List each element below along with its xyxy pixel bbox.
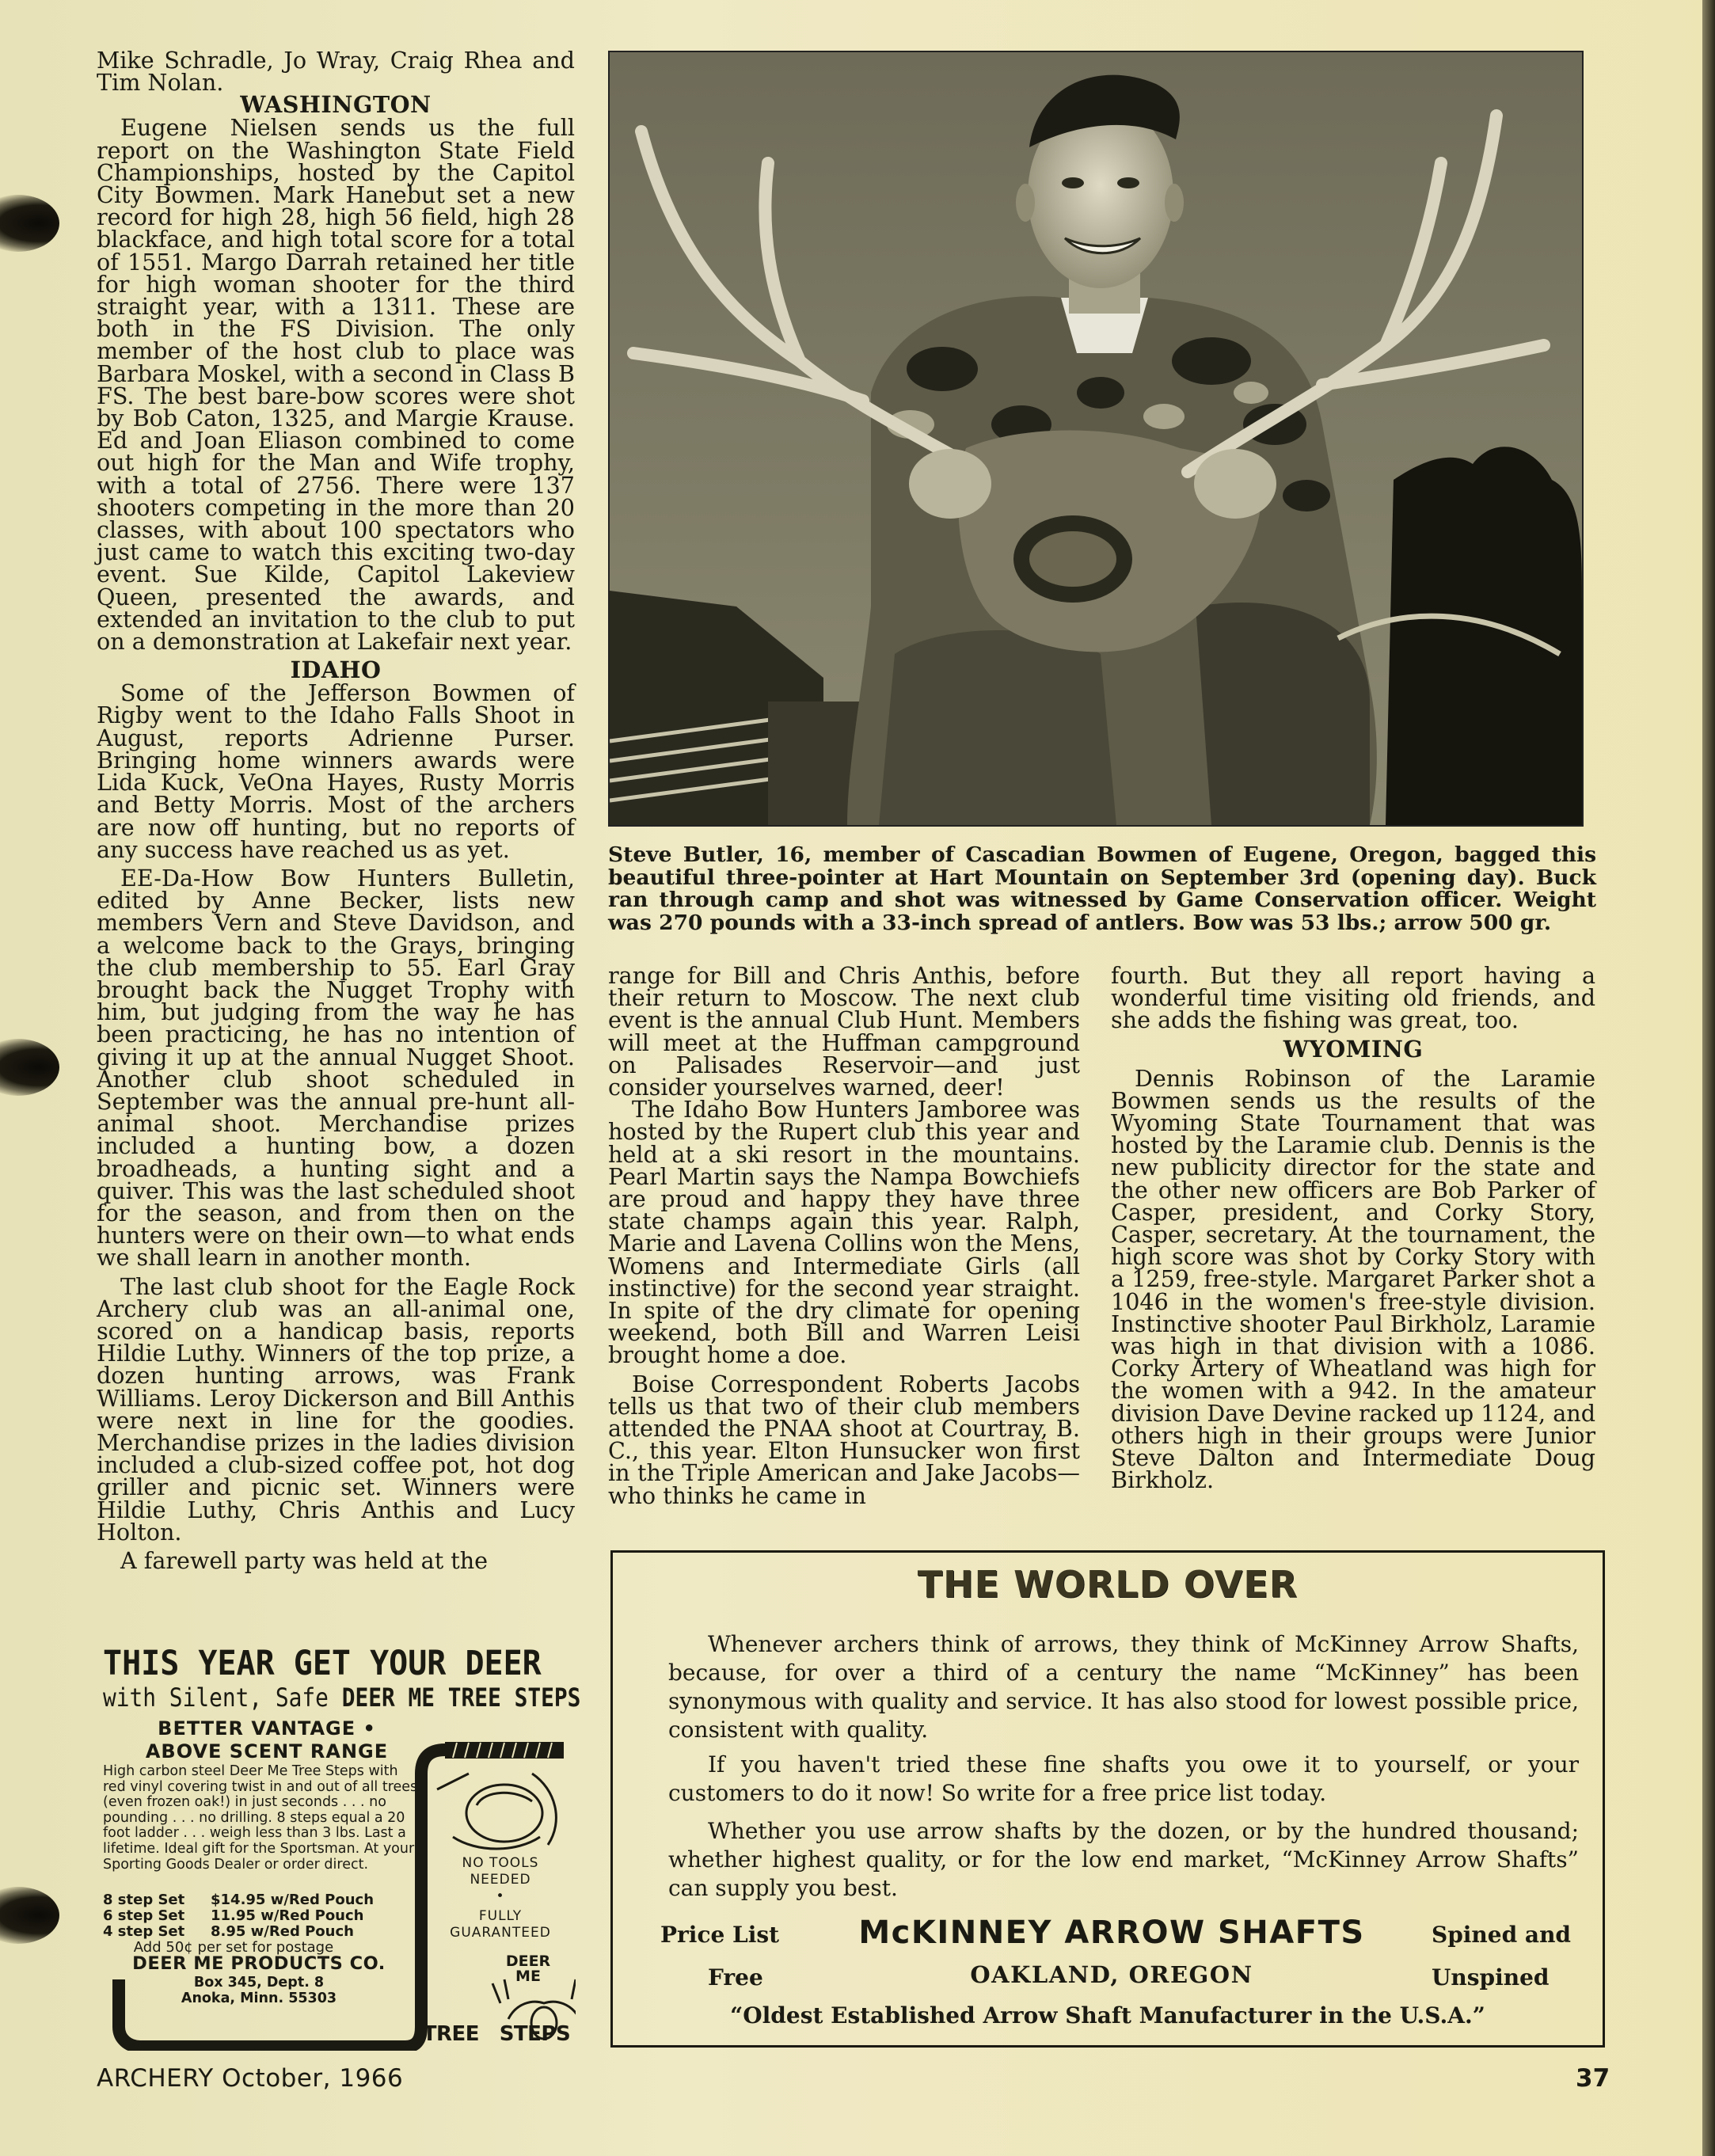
price-row — [103, 1924, 420, 1940]
idaho-paragraph-4: A farewell party was held at the — [120, 1547, 489, 1574]
idaho-heading: IDAHO — [290, 656, 382, 684]
logo-deer-text: DEER — [505, 1953, 551, 1970]
price-value: 11.95 w/Red Pouch — [211, 1907, 364, 1924]
price-value: $14.95 w/Red Pouch — [211, 1892, 375, 1908]
price-set: 4 step Set — [103, 1923, 185, 1940]
guaranteed-line1: FULLY — [478, 1908, 523, 1924]
mckinney-ad-unspined: Unspined — [1432, 1964, 1550, 1991]
wyoming-paragraph: Dennis Robinson of the Laramie Bowmen sends us the results of the Wyoming State Tournament that was hosted by the Laramie club. Dennis is the new publicity director for the state and the other new officers are Bob Parker of Casper, president, and Corky Story, Casper, secretary. At the tournament, the high score was shot by Corky Story with a 1259, free-style. Margaret Parker shot a 1046 in the women's free-style division. Instinctive shooter Paul Birkholz, Laramie was high in that division with a 1086. Corky Artery of Wheatland was high for the women with a 942. In the amateur division Dave Devine racked up 1124, and others high in their groups were Junior Steve Dalton and Intermediate Doug Birkholz. — [1111, 1064, 1595, 1494]
deer-ad-description: High carbon steel Deer Me Tree Steps with red vinyl covering twist in and out of all trees (even frozen oak!) in just seconds . . . no pounding . . . no drilling. 8 steps equal a 20 foot ladder . . . weigh less than 3 lbs. Last a lifetime. Ideal gift for the Sportsman. At your Sporting Goods Dealer or order direct. — [103, 1763, 418, 1873]
deer-ad-sub-product: DEER ME TREE STEPS — [341, 1683, 581, 1713]
idaho-paragraph-2: EE-Da-How Bow Hunters Bulletin, edited by Anne Becker, lists new members Vern and Steve Davidson, and a welcome back to the Grays, bringing the club membership to 55. Earl Gray brought back the Nugget Trophy with him, but judging from the way he has been practicing, he has no intention of giving it up at the annual Nugget Shoot. Another club shoot scheduled in September was the annual pre-hunt all-animal shoot. Merchandise prizes included a hunting bow, a dozen broadheads, a hunting sight and a quiver. This was the last scheduled shoot for the season, and from then on the hunters were on their own—to what ends we shall learn in another month. — [97, 864, 575, 1272]
price-row — [103, 1892, 420, 1908]
left-column — [97, 49, 575, 1572]
mckinney-ad-free: Free — [708, 1964, 763, 1991]
middle-paragraph-1: range for Bill and Chris Anthis, before their return to Moscow. The next club event is the annual Club Hunt. Members will meet at the Huffman campground on Palisades Reservoir—and just consider yourselves warned, deer! — [608, 962, 1080, 1101]
publication-footer: ARCHERY October, 1966 — [97, 2064, 404, 2093]
mckinney-ad-title: THE WORLD OVER — [917, 1563, 1299, 1606]
mckinney-ad-paragraph-2: If you haven't tried these fine shafts you owe it to yourself, or your customers to do it now! So write for a free price list today. — [668, 1751, 1579, 1806]
middle-column — [608, 964, 1080, 1507]
middle-paragraph-3: Boise Correspondent Roberts Jacobs tells us that two of their club members attended the PNAA shoot at Courtray, B. C., this year. Elton Hunsucker won first in the Triple American and Jake Jacobs—who thinks he came in — [608, 1370, 1080, 1509]
deer-ad-address-line1: Box 345, Dept. 8 — [193, 1975, 325, 1991]
mckinney-ad-paragraph-3: Whether you use arrow shafts by the dozen, or by the hundred thousand; whether highest quality, or for the low end market, “McKinney Arrow Shafts” can supply you best. — [668, 1818, 1579, 1901]
page-number: 37 — [1576, 2064, 1610, 2093]
deer-ad-vantage-line2: ABOVE SCENT RANGE — [145, 1740, 389, 1762]
washington-paragraph: Eugene Nielsen sends us the full report on the Washington State Field Championships, hosted by the Capitol City Bowmen. Mark Hanebut set a new record for high 28, high 56 field, high 28 blackface, and high total score for a total of 1551. Margo Darrah retained her title for high woman shooter for the third straight year, with a 1311. These are both in the FS Division. The only member of the host club to place was Barbara Moskel, with a second in Class B FS. The best bare-bow scores were shot by Bob Caton, 1325, and Margie Krause. Ed and Joan Eliason combined to come out high for the Man and Wife trophy, with a total of 2756. There were 137 shooters competing in the more than 20 classes, with about 100 spectators who just came to watch this exciting two-day event. Sue Kilde, Capitol Lakeview Queen, presented the awards, and extended an invitation to the club to put on a demonstration at Lakefair next year. — [97, 114, 575, 656]
no-tools-line1: NO TOOLS — [462, 1855, 539, 1871]
guaranteed-line2: GUARANTEED — [450, 1925, 551, 1941]
intro-paragraph: Mike Schradle, Jo Wray, Craig Rhea and Tim Nolan. — [97, 47, 575, 97]
deer-ad-no-tools — [429, 1855, 572, 1905]
mckinney-ad-slogan: “Oldest Established Arrow Shaft Manufacturer in the U.S.A.” — [730, 2002, 1485, 2029]
deer-ad-headline: THIS YEAR GET YOUR DEER — [103, 1644, 542, 1683]
price-set: 8 step Set — [103, 1892, 185, 1908]
deer-ad-sub-prefix: with Silent, Safe — [103, 1683, 342, 1713]
logo-steps-text: STEPS — [499, 2022, 571, 2046]
wyoming-heading: WYOMING — [1283, 1035, 1424, 1063]
deer-ad-guaranteed — [429, 1908, 572, 1941]
mckinney-ad-paragraph-1: Whenever archers think of arrows, they think of McKinney Arrow Shafts, because, for over a third of a century the name “McKinney” has been synonymous with quality and service. It has also stood for lowest possible price, consistent with quality. — [668, 1631, 1579, 1743]
page-edge-shadow — [1702, 0, 1715, 2156]
deer-ad-price-list — [103, 1892, 420, 1956]
deer-ad-postage: Add 50¢ per set for postage — [133, 1939, 334, 1956]
hunter-photo-image — [610, 52, 1582, 825]
deer-ad-subheadline — [103, 1683, 581, 1713]
deer-ad-company: DEER ME PRODUCTS CO. — [132, 1953, 386, 1974]
right-paragraph-1: fourth. But they all report having a wonderful time visiting old friends, and she adds the fishing was great, too. — [1111, 962, 1595, 1034]
idaho-paragraph-3: The last club shoot for the Eagle Rock Archery club was an all-animal one, scored on a handicap basis, reports Hildie Luthy. Winners of the top prize, a dozen hunting arrows, was Frank Williams. Leroy Dickerson and Bill Anthis were next in line for the goodies. Merchandise prizes in the ladies division included a club-sized coffee pot, hot dog griller and picnic set. Winners were Hildie Luthy, Chris Anthis and Lucy Holton. — [97, 1272, 575, 1546]
mckinney-ad-price-list: Price List — [660, 1922, 780, 1948]
mckinney-ad-brand: McKINNEY ARROW SHAFTS — [858, 1915, 1365, 1951]
deer-me-logo — [492, 1954, 564, 1984]
deer-ad-vantage-line1: BETTER VANTAGE • — [158, 1717, 376, 1740]
deer-ad-address — [97, 1975, 421, 2006]
bullet: • — [496, 1888, 505, 1904]
mckinney-ad-spined: Spined and — [1432, 1922, 1572, 1948]
deer-me-tree-steps-ad — [97, 1639, 581, 2051]
mckinney-ad-city: OAKLAND, OREGON — [970, 1961, 1253, 1988]
price-value: 8.95 w/Red Pouch — [211, 1923, 354, 1940]
logo-me-text: ME — [515, 1968, 541, 1985]
middle-paragraph-2: The Idaho Bow Hunters Jamboree was hosted by the Rupert club this year and held at a ski resort in the mountains. Pearl Martin says the Nampa Bowchiefs are proud and happy they have three state champs again this year. Ralph, Marie and Lavena Collins won the Mens, Womens and Intermediate Girls (all instinctive) for the second year straight. In spite of the dry climate for opening weekend, both Bill and Warren Leisi brought home a doe. — [608, 1096, 1080, 1369]
tree-steps-logo — [417, 2023, 576, 2045]
right-column — [1111, 962, 1595, 1494]
washington-heading: WASHINGTON — [240, 91, 432, 119]
idaho-paragraph-1: Some of the Jefferson Bowmen of Rigby went to the Idaho Falls Shoot in August, reports Adrienne Purser. Bringing home winners awards were Lida Kuck, VeOna Hayes, Rusty Morris and Betty Morris. Most of the archers are now off hunting, but no reports of any success have reached us as yet. — [97, 679, 575, 863]
deer-ad-address-line2: Anoka, Minn. 55303 — [181, 1991, 337, 2006]
mckinney-arrow-shafts-ad — [610, 1550, 1605, 2048]
price-set: 6 step Set — [103, 1907, 185, 1924]
no-tools-line2: NEEDED — [470, 1872, 531, 1888]
price-row — [103, 1908, 420, 1924]
hunter-photo — [608, 51, 1584, 827]
logo-tree-text: TREE — [422, 2022, 480, 2046]
deer-ad-vantage — [97, 1717, 437, 1763]
photo-caption: Steve Butler, 16, member of Cascadian Bowmen of Eugene, Oregon, bagged this beautiful three-pointer at Hart Mountain on September 3rd (opening day). Buck ran through camp and shot was witnessed by Game Conservation officer. Weight was 270 pounds with a 33-inch spread of antlers. Bow was 53 lbs.; arrow 500 gr. — [608, 842, 1596, 935]
